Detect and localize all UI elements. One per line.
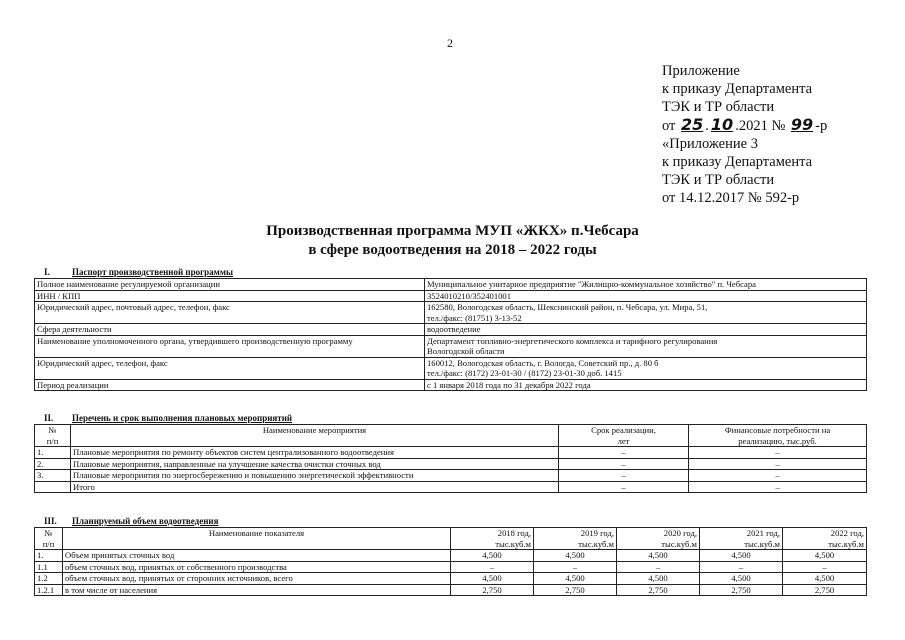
row-value: [425, 335, 867, 357]
row-value: [425, 302, 867, 324]
cell-value: 4,500: [700, 550, 783, 562]
appendix-block: [662, 62, 827, 207]
cell-value: –: [451, 561, 534, 573]
header-finance: Финансовые потребности на реализацию, тыс.руб.: [689, 425, 867, 447]
row-value: водоотведение: [425, 324, 867, 336]
cell-num: [35, 481, 71, 493]
row-label: Сфера деятельности: [35, 324, 425, 336]
volume-table: [34, 527, 867, 596]
table-row: [35, 302, 867, 324]
header-year: 2019 год, тыс.куб.м: [534, 528, 617, 550]
section-number: I.: [44, 267, 50, 277]
cell-num: 1.2.1: [35, 584, 63, 596]
cell-value: 4,500: [534, 573, 617, 585]
row-label: Полное наименование регулируемой организации: [35, 279, 425, 291]
cell-finance: –: [689, 458, 867, 470]
table-row: [35, 573, 867, 585]
cell-term: –: [559, 447, 689, 459]
row-label: ИНН / КПП: [35, 290, 425, 302]
cell-num: 1.2: [35, 573, 63, 585]
table-row: [35, 357, 867, 379]
cell-name: в том числе от населения: [63, 584, 451, 596]
section-number: III.: [44, 516, 57, 526]
header-row: [35, 528, 867, 550]
cell-value: 4,500: [700, 573, 783, 585]
value-line: тел./факс: (8172) 23-01-30 / (8172) 23-01-30 доб. 1415: [427, 368, 622, 378]
cell-value: 4,500: [534, 550, 617, 562]
cell-value: 2,750: [534, 584, 617, 596]
header-row: [35, 425, 867, 447]
row-label: Юридический адрес, телефон, факс: [35, 357, 425, 379]
handwritten-order-number: 99: [790, 115, 814, 134]
cell-name: Плановые мероприятия по энергосбережению и повышению энергетической эффективности: [71, 470, 559, 482]
cell-term: –: [559, 470, 689, 482]
section-number: II.: [44, 413, 54, 423]
appendix-order-date: от 25 . 10 .2021 № 99 -р: [662, 115, 828, 134]
section-title: Планируемый объем водоотведения: [72, 516, 219, 526]
header-name: Наименование мероприятия: [71, 425, 559, 447]
cell-name: Плановые мероприятия по ремонту объектов систем централизованного водоотведения: [71, 447, 559, 459]
table-row: [35, 290, 867, 302]
cell-value: 4,500: [783, 573, 867, 585]
appendix-line: к приказу Департамента: [662, 81, 813, 97]
table-row: [35, 279, 867, 291]
section-title: Паспорт производственной программы: [72, 267, 233, 277]
appendix-line: от 14.12.2017 № 592-р: [662, 190, 800, 206]
cell-value: 2,750: [617, 584, 700, 596]
header-year: 2020 год, тыс.куб.м: [617, 528, 700, 550]
value-line: 160012, Вологодская область, г. Вологда, Советский пр., д. 80 б: [427, 357, 659, 368]
appendix-line: к приказу Департамента: [662, 154, 813, 170]
cell-num: 2.: [35, 458, 71, 470]
title-line-2: в сфере водоотведения на 2018 – 2022 годы: [308, 242, 597, 258]
appendix-line: Приложение: [662, 63, 740, 79]
date-year: .2021 №: [735, 118, 786, 134]
table-row: [35, 458, 867, 470]
header-name: Наименование показателя: [63, 528, 451, 550]
cell-value: –: [534, 561, 617, 573]
cell-value: 4,500: [617, 550, 700, 562]
header-term: Срок реализации, лет: [559, 425, 689, 447]
table-row: [35, 550, 867, 562]
value-line: тел./факс: (81751) 3-13-52: [427, 312, 522, 323]
appendix-line: ТЭК и ТР области: [662, 99, 775, 115]
cell-num: 1.: [35, 447, 71, 459]
measures-table: [34, 424, 867, 493]
appendix-line: ТЭК и ТР области: [662, 172, 775, 188]
row-value: [425, 357, 867, 379]
cell-name: объем сточных вод, принятых от собственного производства: [63, 561, 451, 573]
passport-table: [34, 278, 867, 391]
cell-value: 4,500: [451, 550, 534, 562]
cell-value: 4,500: [617, 573, 700, 585]
cell-value: –: [617, 561, 700, 573]
row-label: Наименование уполномоченного органа, утвердившего производственную программу: [35, 335, 425, 357]
table-row: [35, 447, 867, 459]
header-year: 2021 год, тыс.куб.м: [700, 528, 783, 550]
header-year: 2022 год, тыс.куб.м: [783, 528, 867, 550]
value-line: 162580, Вологодская область, Шекснинский район, п. Чебсара, ул. Мира, 51,: [427, 302, 708, 312]
cell-value: –: [783, 561, 867, 573]
table-row: [35, 561, 867, 573]
cell-name: Плановые мероприятия, направленные на улучшение качества очистки сточных вод: [71, 458, 559, 470]
cell-value: –: [700, 561, 783, 573]
row-label: Период реализации: [35, 379, 425, 391]
cell-value: 4,500: [783, 550, 867, 562]
section-3-heading: [44, 516, 218, 526]
value-line: Департамент топливно-энергетического комплекса и тарифного регулирования: [427, 335, 718, 346]
row-value: с 1 января 2018 года по 31 декабря 2022 года: [425, 379, 867, 391]
appendix-line: «Приложение 3: [662, 136, 758, 152]
cell-term: –: [559, 458, 689, 470]
cell-name: Итого: [71, 481, 559, 493]
cell-value: 2,750: [783, 584, 867, 596]
section-1-heading: [44, 267, 233, 277]
cell-num: 1.1: [35, 561, 63, 573]
table-row: [35, 379, 867, 391]
header-year: 2018 год, тыс.куб.м: [451, 528, 534, 550]
cell-name: объем сточных вод, принятых от сторонних источников, всего: [63, 573, 451, 585]
table-row: [35, 481, 867, 493]
table-row: [35, 584, 867, 596]
handwritten-month: 10: [710, 115, 734, 134]
cell-num: 3.: [35, 470, 71, 482]
cell-term: –: [559, 481, 689, 493]
handwritten-day: 25: [681, 115, 704, 134]
cell-value: 2,750: [451, 584, 534, 596]
order-suffix: -р: [815, 118, 828, 134]
table-row: [35, 470, 867, 482]
row-value: 3524010210/352401001: [425, 290, 867, 302]
header-num: № п/п: [35, 425, 71, 447]
cell-finance: –: [689, 447, 867, 459]
table-row: [35, 324, 867, 336]
page-number: 2: [447, 36, 453, 50]
date-prefix: от: [662, 118, 676, 134]
document-title: [0, 222, 905, 260]
row-label: Юридический адрес, почтовый адрес, телефон, факс: [35, 302, 425, 324]
cell-finance: –: [689, 481, 867, 493]
cell-num: 1.: [35, 550, 63, 562]
title-line-1: Производственная программа МУП «ЖКХ» п.Чебсара: [266, 223, 639, 239]
section-2-heading: [44, 413, 292, 423]
table-row: [35, 335, 867, 357]
cell-value: 4,500: [451, 573, 534, 585]
cell-finance: –: [689, 470, 867, 482]
section-title: Перечень и срок выполнения плановых мероприятий: [72, 413, 293, 423]
header-num: № п/п: [35, 528, 63, 550]
cell-value: 2,750: [700, 584, 783, 596]
cell-name: Объем принятых сточных вод: [63, 550, 451, 562]
value-line: Вологодской области: [427, 346, 505, 356]
row-value: Муниципальное унитарное предприятие "Жилищно-коммунальное хозяйство" п. Чебсара: [425, 279, 867, 291]
